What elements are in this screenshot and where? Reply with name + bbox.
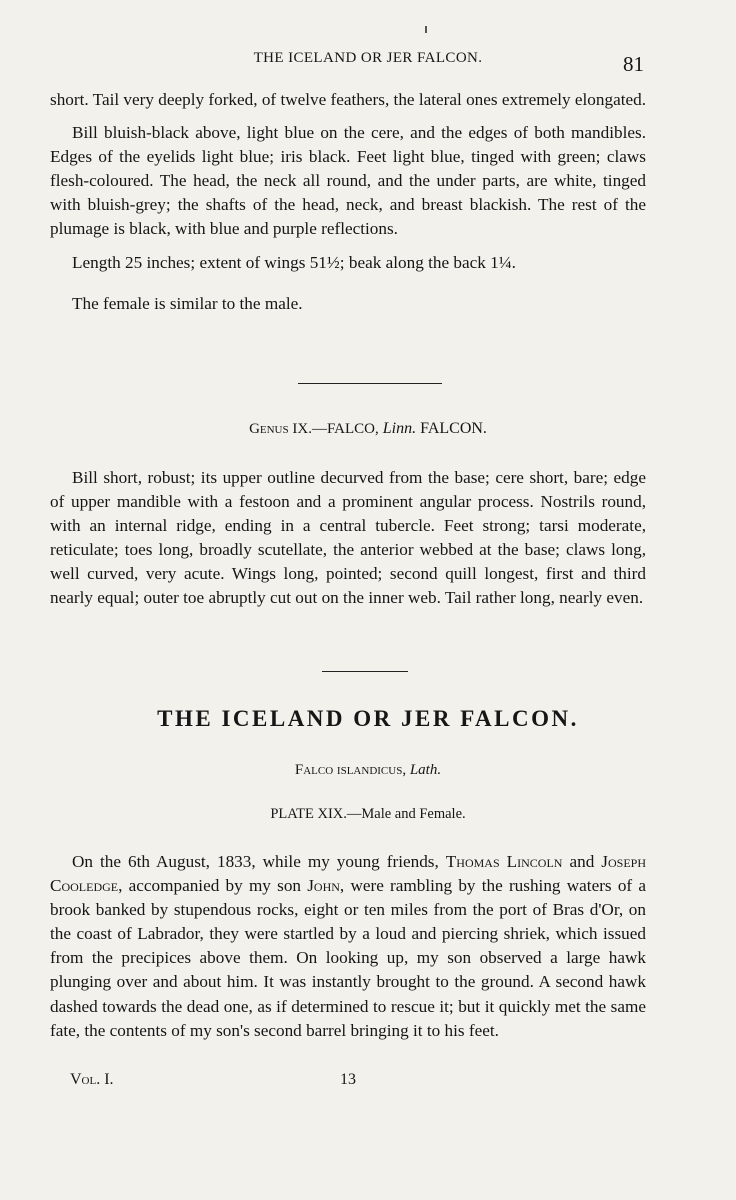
species-binomial: [0, 762, 736, 779]
measurements-text: Length 25 inches; extent of wings 51: [72, 252, 327, 272]
species-title: THE ICELAND OR JER FALCON.: [157, 706, 579, 731]
narrative: [50, 850, 646, 1043]
genus-label: Genus IX.—FALCO,: [249, 421, 379, 437]
measurements-text-end: .: [511, 252, 516, 272]
binomial-authority: Lath.: [409, 762, 442, 778]
print-speck: [425, 26, 427, 33]
genus-common-name: FALCON.: [420, 420, 487, 437]
description-paragraph-2: Bill bluish-black above, light blue on the cere, and the edges of both mandibles. Edges of the eyelids light blue; iris black. Feet light blue, tinged with green; claws flesh-coloured. The head, the neck all round, and the under parts, are white, tinged with bluish-grey; the shafts of the head, neck, and breast blackish. The rest of the plumage is black, with blue and purple reflections.: [50, 123, 646, 239]
page-number: 81: [623, 52, 644, 76]
narrative-text-4: , were rambling by the rushing waters of a brook banked by stupendous rocks, eight or ten miles from the port of Bras d'Or, on the coast of Labrador, they were startled by a loud and piercing shriek, which issued from the precipices above them. On looking up, my son observed a large hawk plunging over and about him. It was instantly brought to the ground. A second hawk dashed towards the dead one, as if determined to rescue it; but it quickly met the same fate, the contents of my son's second barrel bringing it to his feet.: [50, 876, 646, 1040]
footer-volume: Vol. I.: [70, 1071, 114, 1088]
person-name-cooledge: Joseph Cooledge: [50, 852, 646, 896]
genus-description: [50, 466, 646, 611]
description-paragraph-1: short. Tail very deeply forked, of twelve feathers, the lateral ones extremely elongated.: [50, 90, 646, 109]
fraction-wings: ½: [326, 252, 340, 272]
narrative-text-1: On the 6th August, 1833, while my young friends,: [72, 852, 446, 871]
genus-heading: [0, 420, 736, 438]
measurements-text-mid: ; beak along the back 1: [339, 252, 499, 272]
running-head: THE ICELAND OR JER FALCON.: [253, 50, 483, 66]
person-name-john: John: [307, 876, 340, 896]
narrative-paragraph: [50, 850, 646, 1043]
description-paragraph-measurements: [50, 251, 646, 275]
narrative-text-3: , accompanied by my son: [118, 876, 308, 896]
genus-authority: Linn.: [382, 420, 417, 437]
plate-reference: PLATE XIX.—Male and Female.: [270, 806, 466, 822]
fraction-beak: ¼: [498, 252, 512, 272]
species-description: [50, 88, 646, 316]
binomial-name: Falco islandicus,: [294, 762, 407, 778]
narrative-text-2: and: [562, 852, 602, 871]
person-name-lincoln: Thomas Lincoln: [445, 852, 563, 871]
section-divider: [298, 383, 442, 384]
section-divider-short: [322, 671, 408, 672]
description-paragraph-female: The female is similar to the male.: [72, 293, 303, 313]
genus-description-paragraph: Bill short, robust; its upper outline decurved from the base; cere short, bare; edge of upper mandible with a festoon and a prominent angular process. Nostrils round, with an internal ridge, ending in a central tubercle. Feet strong; tarsi moderate, reticulate; toes long, broadly scutellate, the anterior webbed at the base; claws long, well curved, very acute. Wings long, pointed; second quill longest, first and third nearly equal; outer toe abruptly cut out on the inner web. Tail rather long, nearly even.: [50, 468, 646, 608]
footer-signature: 13: [340, 1071, 356, 1088]
